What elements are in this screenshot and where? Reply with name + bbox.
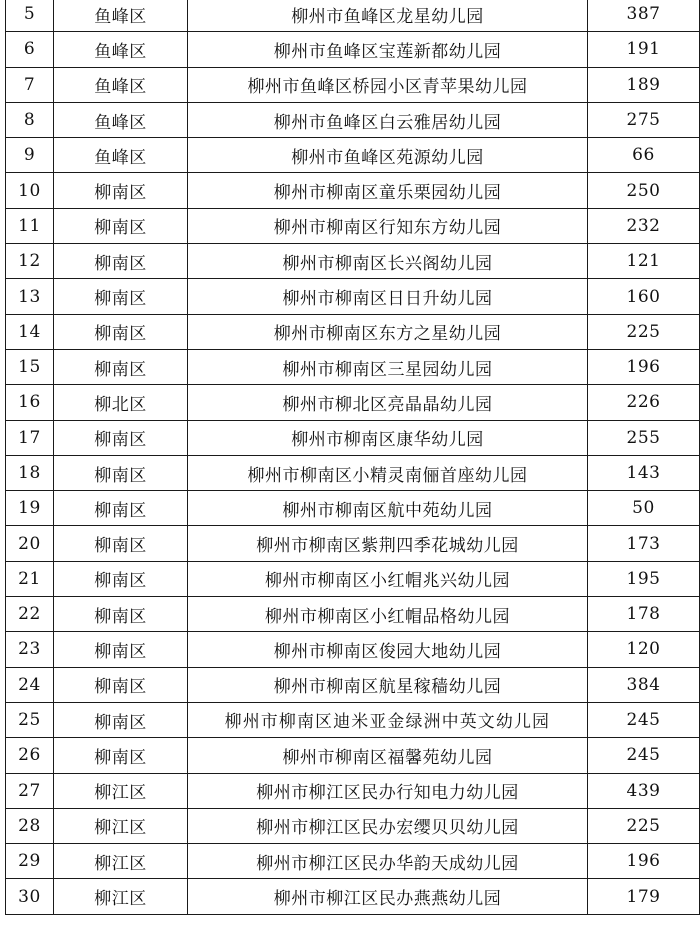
kindergarten-name-cell: 柳州市鱼峰区龙星幼儿园: [188, 0, 588, 32]
district-cell: 鱼峰区: [54, 32, 188, 67]
row-number: 23: [6, 632, 54, 667]
table-row: [6, 491, 700, 526]
kindergarten-name-cell: 柳州市柳南区紫荆四季花城幼儿园: [188, 526, 588, 561]
kindergarten-name-cell: 柳州市柳南区童乐栗园幼儿园: [188, 173, 588, 208]
count-cell: 196: [588, 844, 700, 879]
kindergarten-name-cell: 柳州市鱼峰区苑源幼儿园: [188, 138, 588, 173]
district-cell: 柳江区: [54, 773, 188, 808]
table-body: [6, 0, 700, 914]
row-number: 24: [6, 667, 54, 702]
table-row: [6, 279, 700, 314]
kindergarten-name-cell: 柳州市柳江区民办燕燕幼儿园: [188, 879, 588, 914]
kindergarten-name-cell: 柳州市柳南区迪米亚金绿洲中英文幼儿园: [188, 702, 588, 737]
count-cell: 250: [588, 173, 700, 208]
district-cell: 柳南区: [54, 738, 188, 773]
district-cell: 柳南区: [54, 667, 188, 702]
kindergarten-name-cell: 柳州市柳南区航中苑幼儿园: [188, 491, 588, 526]
district-cell: 鱼峰区: [54, 102, 188, 137]
kindergarten-name-cell: 柳州市鱼峰区白云雅居幼儿园: [188, 102, 588, 137]
district-cell: 鱼峰区: [54, 138, 188, 173]
row-number: 8: [6, 102, 54, 137]
kindergarten-name-cell: 柳州市鱼峰区桥园小区青苹果幼儿园: [188, 67, 588, 102]
district-cell: 柳南区: [54, 702, 188, 737]
row-number: 5: [6, 0, 54, 32]
table-row: [6, 67, 700, 102]
row-number: 30: [6, 879, 54, 914]
row-number: 15: [6, 349, 54, 384]
kindergarten-name-cell: 柳州市柳江区民办华韵天成幼儿园: [188, 844, 588, 879]
district-cell: 柳南区: [54, 173, 188, 208]
count-cell: 225: [588, 808, 700, 843]
row-number: 22: [6, 597, 54, 632]
count-cell: 66: [588, 138, 700, 173]
table-row: [6, 349, 700, 384]
row-number: 6: [6, 32, 54, 67]
row-number: 26: [6, 738, 54, 773]
table-row: [6, 138, 700, 173]
kindergarten-name-cell: 柳州市柳南区东方之星幼儿园: [188, 314, 588, 349]
row-number: 11: [6, 208, 54, 243]
count-cell: 245: [588, 702, 700, 737]
count-cell: 179: [588, 879, 700, 914]
district-cell: 柳南区: [54, 420, 188, 455]
table-row: [6, 561, 700, 596]
table-row: [6, 244, 700, 279]
district-cell: 柳南区: [54, 455, 188, 490]
count-cell: 189: [588, 67, 700, 102]
table-row: [6, 102, 700, 137]
row-number: 28: [6, 808, 54, 843]
row-number: 25: [6, 702, 54, 737]
row-number: 18: [6, 455, 54, 490]
kindergarten-name-cell: 柳州市柳南区康华幼儿园: [188, 420, 588, 455]
kindergarten-name-cell: 柳州市柳南区小红帽兆兴幼儿园: [188, 561, 588, 596]
count-cell: 143: [588, 455, 700, 490]
count-cell: 50: [588, 491, 700, 526]
kindergarten-name-cell: 柳州市柳南区三星园幼儿园: [188, 349, 588, 384]
table-row: [6, 702, 700, 737]
row-number: 21: [6, 561, 54, 596]
table-row: [6, 526, 700, 561]
kindergarten-name-cell: 柳州市柳南区日日升幼儿园: [188, 279, 588, 314]
row-number: 9: [6, 138, 54, 173]
kindergarten-name-cell: 柳州市柳江区民办宏缨贝贝幼儿园: [188, 808, 588, 843]
row-number: 19: [6, 491, 54, 526]
kindergarten-name-cell: 柳州市柳江区民办行知电力幼儿园: [188, 773, 588, 808]
kindergarten-table: [5, 0, 700, 915]
table-row: [6, 738, 700, 773]
kindergarten-name-cell: 柳州市柳南区航星稼穑幼儿园: [188, 667, 588, 702]
table-row: [6, 808, 700, 843]
district-cell: 柳南区: [54, 561, 188, 596]
count-cell: 387: [588, 0, 700, 32]
row-number: 17: [6, 420, 54, 455]
count-cell: 439: [588, 773, 700, 808]
kindergarten-name-cell: 柳州市鱼峰区宝莲新都幼儿园: [188, 32, 588, 67]
count-cell: 275: [588, 102, 700, 137]
row-number: 10: [6, 173, 54, 208]
district-cell: 柳江区: [54, 844, 188, 879]
kindergarten-name-cell: 柳州市柳南区小精灵南俪首座幼儿园: [188, 455, 588, 490]
count-cell: 121: [588, 244, 700, 279]
kindergarten-name-cell: 柳州市柳南区福馨苑幼儿园: [188, 738, 588, 773]
district-cell: 柳南区: [54, 314, 188, 349]
row-number: 14: [6, 314, 54, 349]
district-cell: 鱼峰区: [54, 67, 188, 102]
kindergarten-name-cell: 柳州市柳南区长兴阁幼儿园: [188, 244, 588, 279]
table-row: [6, 420, 700, 455]
count-cell: 178: [588, 597, 700, 632]
row-number: 16: [6, 385, 54, 420]
table-row: [6, 773, 700, 808]
district-cell: 柳江区: [54, 879, 188, 914]
table-row: [6, 385, 700, 420]
district-cell: 柳南区: [54, 349, 188, 384]
row-number: 27: [6, 773, 54, 808]
count-cell: 245: [588, 738, 700, 773]
row-number: 7: [6, 67, 54, 102]
count-cell: 196: [588, 349, 700, 384]
table-row: [6, 667, 700, 702]
table-row: [6, 0, 700, 32]
kindergarten-name-cell: 柳州市柳北区亮晶晶幼儿园: [188, 385, 588, 420]
table-row: [6, 597, 700, 632]
count-cell: 160: [588, 279, 700, 314]
kindergarten-name-cell: 柳州市柳南区俊园大地幼儿园: [188, 632, 588, 667]
district-cell: 柳南区: [54, 244, 188, 279]
district-cell: 柳北区: [54, 385, 188, 420]
kindergarten-name-cell: 柳州市柳南区行知东方幼儿园: [188, 208, 588, 243]
count-cell: 195: [588, 561, 700, 596]
row-number: 20: [6, 526, 54, 561]
district-cell: 柳南区: [54, 491, 188, 526]
count-cell: 225: [588, 314, 700, 349]
count-cell: 384: [588, 667, 700, 702]
count-cell: 173: [588, 526, 700, 561]
table-row: [6, 173, 700, 208]
count-cell: 232: [588, 208, 700, 243]
district-cell: 柳江区: [54, 808, 188, 843]
count-cell: 226: [588, 385, 700, 420]
row-number: 13: [6, 279, 54, 314]
district-cell: 柳南区: [54, 632, 188, 667]
table-row: [6, 632, 700, 667]
table-row: [6, 32, 700, 67]
count-cell: 191: [588, 32, 700, 67]
district-cell: 柳南区: [54, 526, 188, 561]
table-row: [6, 208, 700, 243]
kindergarten-name-cell: 柳州市柳南区小红帽品格幼儿园: [188, 597, 588, 632]
table-row: [6, 879, 700, 914]
row-number: 12: [6, 244, 54, 279]
row-number: 29: [6, 844, 54, 879]
count-cell: 255: [588, 420, 700, 455]
count-cell: 120: [588, 632, 700, 667]
table-row: [6, 455, 700, 490]
district-cell: 鱼峰区: [54, 0, 188, 32]
table-row: [6, 844, 700, 879]
district-cell: 柳南区: [54, 597, 188, 632]
district-cell: 柳南区: [54, 208, 188, 243]
district-cell: 柳南区: [54, 279, 188, 314]
table-row: [6, 314, 700, 349]
